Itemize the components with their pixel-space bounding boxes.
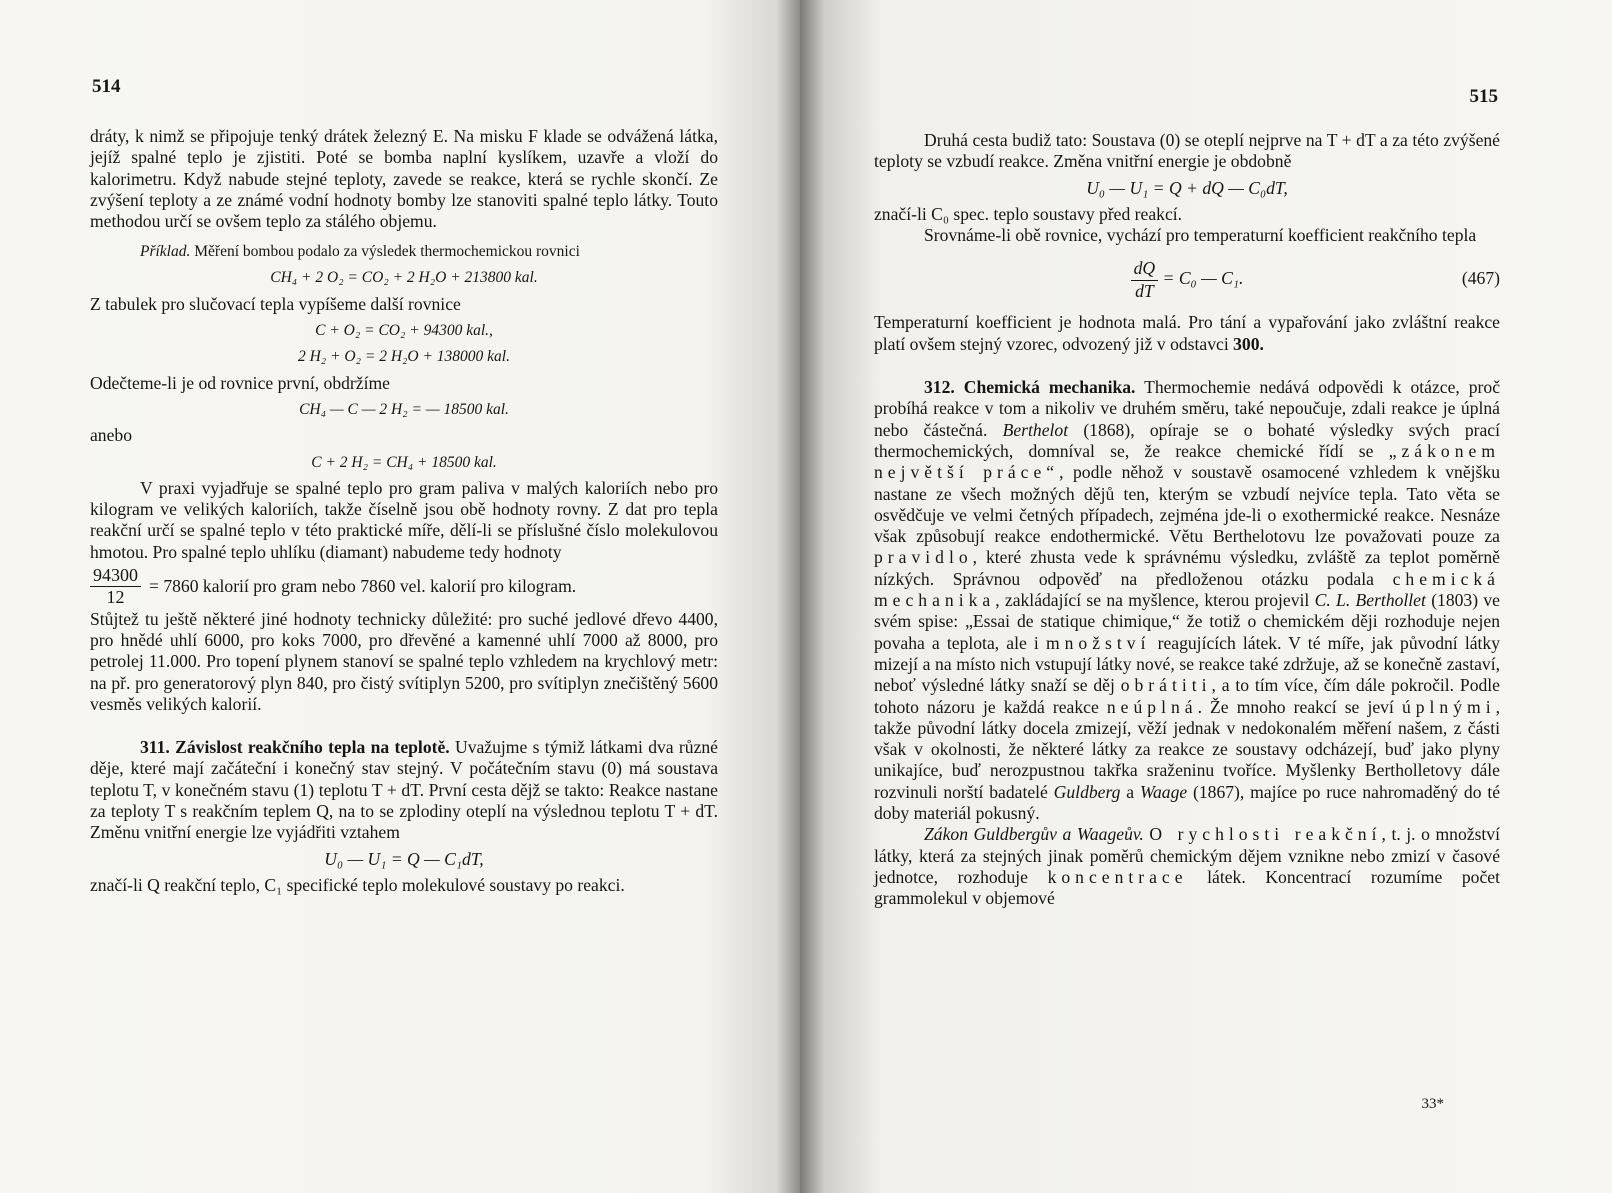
text-run: a — [1126, 781, 1135, 802]
spaced-term: neúplná — [1106, 696, 1198, 717]
equation: C + O₂ = CO₂ + 94300 kal., — [315, 322, 493, 340]
paragraph: V praxi vyjadřuje se spalné teplo pro gram paliva v malých kaloriích nebo pro kilogram ve velikých kaloriích, takže číselně jsou obě hodnoty rovny. Z dat pro tepla reakční určí se spalné teplo v této praktické míře, dělí-li se příslušné číslo molekulovou hmotou. Pro spalné teplo uhlíku (diamant) nabudeme tedy hodnoty — [90, 477, 718, 562]
section-reference: 300. — [1233, 333, 1264, 354]
example-paragraph — [90, 242, 718, 262]
section-title: 312. Chemická mechanika. — [924, 377, 1136, 398]
spaced-term: obrátiti — [1120, 675, 1212, 696]
equation: U₀ — U₁ = Q + dQ — C₀dT, — [1086, 177, 1288, 198]
text-run: (1867), majíce po ruce nahromaděný do té doby materiál pokusný. — [874, 781, 1501, 824]
fraction-denominator: dT — [1135, 280, 1154, 301]
text-run: , zakládající se na myšlence, kterou projevil — [995, 590, 1310, 611]
equation-number: (467) — [1461, 268, 1500, 289]
fraction-rest: = 7860 kalorií pro gram nebo 7860 vel. kalorií pro kilogram. — [149, 576, 577, 597]
text-run: Thermochemie nedává odpovědi k otázce, proč probíhá reakce v tom a nikoliv ve druhém směru, také nepoučuje, zdali reakce je úplná nebo částečná. — [874, 377, 1500, 440]
section-paragraph — [90, 737, 718, 843]
text-run: látek. Koncentrací rozumíme počet grammolekul v objemové — [874, 866, 1500, 909]
spaced-term: chemická mechanika — [874, 568, 1500, 611]
paragraph — [874, 824, 1500, 909]
text-run: , a to tím více, čím dále pokročil. Podle tohoto názoru je každá reakce — [874, 675, 1500, 717]
paragraph: Srovnáme-li obě rovnice, vychází pro temperaturní koefficient reakčního tepla — [924, 225, 1477, 246]
equation: C + 2 H₂ = CH₄ + 18500 kal. — [311, 453, 497, 471]
text-run: . Že mnoho reakcí se jeví — [1197, 696, 1394, 717]
paragraph: Stůjtež tu ještě některé jiné hodnoty technicky důležité: pro suché jedlové dřevo 4400, pro hnědé uhlí 6000, pro koks 7000, pro dřevěné a kamenné uhlí 7000 až 8000, pro petrolej 11.000. Pro topení plynem stanoví se spalné teplo vzhledem na krychlový metr: na př. pro generatorový plyn 840, pro čistý svítiplyn 5200, pro svítiplyn znečištěný 5600 vesměs velikých kalorií. — [90, 608, 718, 714]
paragraph: Druhá cesta budiž tato: Soustava (0) se oteplí nejprve na T + dT a za této zvýšené teploty se vzbudí reakce. Změna vnitřní energie je obdobně — [874, 130, 1500, 172]
equation-body — [874, 258, 1500, 302]
page-number: 514 — [92, 76, 121, 97]
equation: 2 H₂ + O₂ = 2 H₂O + 138000 kal. — [297, 348, 510, 366]
text-run: (1803) ve svém spise: „Essai de statique chimique,“ že totiž o chemickém ději rozhoduje nejen povaha a teplota, ale i — [874, 590, 1500, 653]
spaced-term: množství — [1045, 632, 1151, 653]
fraction — [1131, 258, 1159, 302]
author-name: Berthelot — [1002, 419, 1069, 440]
example-text: Měření bombou podalo za výsledek thermochemickou rovnici — [194, 243, 580, 261]
left-page-text — [90, 126, 718, 896]
spaced-term: úplnými — [1401, 696, 1496, 717]
fraction-line — [90, 565, 718, 609]
fraction-numerator: 94300 — [90, 565, 141, 587]
paragraph — [874, 312, 1500, 355]
paragraph: dráty, k nimž se připojuje tenký drátek železný E. Na misku F klade se odvážená látka, jejíž spalné teplo je zjistiti. Poté se bomba naplní kyslíkem, uzavře a vloží do kalorimetru. Když nabude stejné teploty, zavede se reakce, která se rychle skončí. Ze zvýšení teploty a ze známé vodní hodnoty bomby lze stanoviti spalné teplo látky. Touto methodou určí se ovšem teplo za stálého objemu. — [90, 126, 718, 232]
page-number: 515 — [1469, 86, 1498, 107]
paragraph: značí-li Q reakční teplo, C₁ specifické teplo molekulové soustavy po reakci. — [90, 874, 625, 895]
author-name: Waage — [1139, 781, 1188, 802]
paragraph: Z tabulek pro slučovací tepla vypíšeme další rovnice — [90, 293, 461, 314]
text-run: , podle něhož v soustavě osamocené vzhledem k vnějšku nastane ze všech možných dějů ten, kterým se vzbudí nejvíce tepla. Tato věta se osvědčuje ve velmi četných případech, zejména jde-li o exothermické reakce. Nesnáze však způsobují reakce endothermické. Větu Berthelotovu lze považovati pouze za — [874, 462, 1500, 547]
left-page — [0, 0, 800, 1193]
right-page — [800, 0, 1612, 1193]
text-run: , t. j. o množství látky, která za stejných jinak poměrů chemickým dějem vznikne nebo zmizí v časové jednotce, rozhoduje — [874, 824, 1500, 887]
text-run: reagujících látek. V té míře, jak původní látky mizejí a na místo nich vstupují látky nové, se reakce také zdržuje, až se konečně zastaví, neboť výsledné látky snaží se děj — [874, 632, 1501, 696]
spaced-term: „zákonem největší práce“ — [874, 440, 1500, 483]
example-label: Příklad. — [140, 243, 191, 261]
section-paragraph — [874, 377, 1500, 824]
section-text: Uvažujme s týmiž látkami dva různé děje, které mají začáteční i konečný stav stejný. V počátečním stavu (0) má soustava teplotu T, v konečném stavu (1) teplotu T + dT. První cesta dějž se takto: Reakce nastane za teploty T s reakčním teplem Q, na to se zplodiny oteplí na výslednou teplotu T + dT. Změnu vnitřní energie lze vyjádřiti vztahem — [90, 737, 718, 843]
text-run: (1868), opíraje se o bohaté výsledky svých prací thermochemických, domníval se, že reakce chemické řídí se — [874, 419, 1501, 461]
spaced-term: koncentrace — [1047, 866, 1188, 887]
equation-rest: = C₀ — C₁. — [1162, 268, 1244, 289]
paragraph-text: Temperaturní koefficient je hodnota malá. Pro tání a vypařování jako zvláštní reakce platí ovšem stejný vzorec, odvozený již v odstavci — [874, 312, 1500, 354]
law-title: Zákon Guldbergův a Waageův. — [924, 824, 1144, 845]
numbered-equation — [874, 254, 1500, 304]
paragraph: Odečteme-li je od rovnice první, obdržíme — [90, 372, 390, 393]
paragraph: značí-li C₀ spec. teplo soustavy před reakcí. — [874, 203, 1183, 224]
section-title: 311. Závislost reakčního tepla na teplotě. — [140, 737, 450, 758]
signature-mark: 33* — [1421, 1096, 1444, 1112]
text-run: , které zhusta vede k správnému výsledku, zvláště za teplot poměrně nízkých. Správnou odpověď na předloženou otázku podala — [874, 547, 1500, 589]
author-name: C. L. Berthollet — [1314, 590, 1426, 611]
spaced-term: pravidlo — [874, 547, 973, 568]
spaced-term: O rychlosti reakční — [1149, 824, 1382, 845]
author-name: Guldberg — [1053, 781, 1121, 802]
fraction — [90, 565, 141, 609]
text-run: , takže původní látky docela zmizejí, věží jednak v nedokonalém měření našem, z části však v okolnosti, že některé látky za reakce ze soustavy odcházejí, buď jako plyny unikajíce, buď nerozpustnou takřka sraženinu tvoříce. Myšlenky Bertholletovy dále rozvinuli norští badatelé — [874, 696, 1500, 802]
equation: CH₄ — C — 2 H₂ = — 18500 kal. — [299, 400, 509, 418]
fraction-denominator: 12 — [106, 587, 125, 608]
fraction-numerator: dQ — [1131, 258, 1159, 280]
equation: CH₄ + 2 O₂ = CO₂ + 2 H₂O + 213800 kal. — [270, 269, 538, 287]
right-page-text — [874, 130, 1500, 910]
equation: U₀ — U₁ = Q — C₁dT, — [324, 848, 484, 869]
anebo-label: anebo — [90, 425, 133, 446]
